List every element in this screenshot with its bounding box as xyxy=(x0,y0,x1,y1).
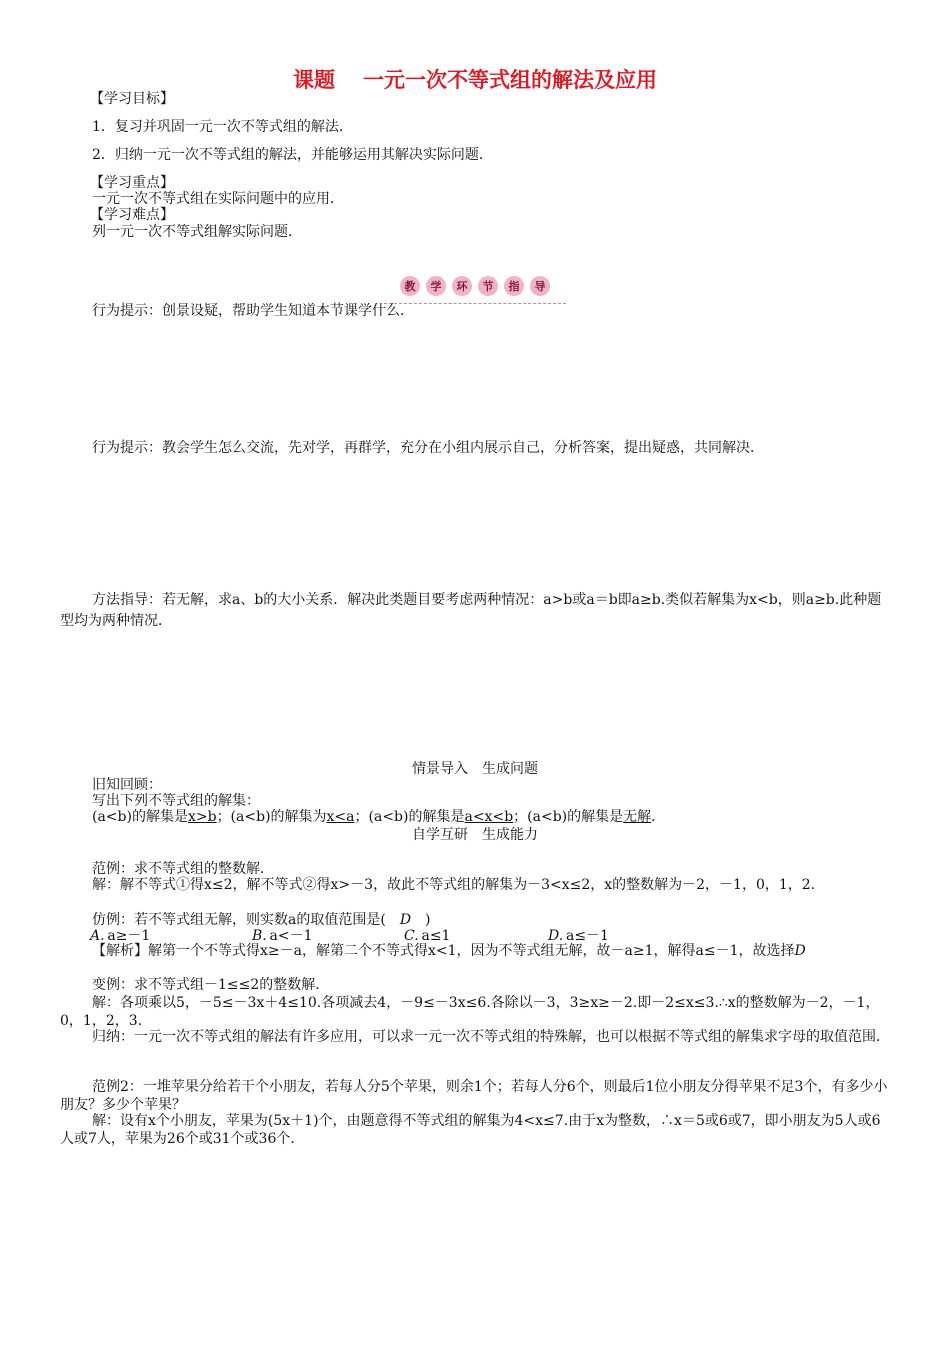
review-prompt: 写出下列不等式组的解集： xyxy=(92,793,260,809)
answer-blank: x<a xyxy=(326,809,355,825)
title-main: 一元一次不等式组的解法及应用 xyxy=(363,68,657,92)
objective-item-2: 2．归纳一元一次不等式组的解法，并能够运用其解决实际问题． xyxy=(92,147,493,163)
difficulty-heading: 【学习难点】 xyxy=(90,207,174,223)
banner-char: 指 xyxy=(504,276,524,296)
example-2: 范例2：一堆苹果分给若干个小朋友，若每人分5个苹果，则余1个；若每人分6个，则最后1位小朋友分得苹果不足3个，有多少小朋友？多少个苹果？ xyxy=(60,1079,888,1113)
answer-blank: 无解 xyxy=(623,809,652,825)
example-1: 范例：求不等式组的整数解． xyxy=(92,861,274,877)
method-guide: 方法指导：若无解，求a、b的大小关系．解决此类题目要考虑两种情况：a>b或a＝b即a≥b.类似若解集为x<b，则a≥b.此种题型均为两种情况． xyxy=(60,592,882,629)
answer-blank: a<x<b xyxy=(464,809,514,825)
page-title xyxy=(0,64,950,94)
banner-char: 导 xyxy=(530,276,550,296)
analysis: 【解析】解第一个不等式得x≥－a，解第二个不等式得x<1，因为不等式组无解，故－a≥1，解得a≤－1，故选择D xyxy=(92,943,806,959)
banner-char: 节 xyxy=(478,276,498,296)
solution-1: 解：解不等式①得x≤2，解不等式②得x>－3，故此不等式组的解集为－3<x≤2，x的整数解为－2，－1，0，1，2. xyxy=(92,877,816,893)
difficulty-text: 列一元一次不等式组解实际问题． xyxy=(92,224,302,240)
option-d: D. a≤－1 xyxy=(548,928,609,944)
section-heading-self-study: 自学互研 生成能力 xyxy=(412,827,538,843)
variant-solution: 解：各项乘以5，－5≤－3x＋4≤10.各项减去4，－9≤－3x≤6.各除以－3，3≥x≥－2.即－2≤x≤3.∴x的整数解为－2，－1，0，1，2，3. xyxy=(60,995,880,1029)
banner-char: 环 xyxy=(452,276,472,296)
section-heading-intro: 情景导入 生成问题 xyxy=(412,761,538,777)
objective-item-1: 1．复习并巩固一元一次不等式组的解法． xyxy=(92,119,353,135)
answer-blank: x>b xyxy=(187,809,217,825)
banner-char: 教 xyxy=(400,276,420,296)
key-point-heading: 【学习重点】 xyxy=(90,175,174,191)
banner-char: 学 xyxy=(426,276,446,296)
solution-2: 解：设有x个小朋友，苹果为(5x＋1)个，由题意得不等式组的解集为4<x≤7.由于x为整数，∴x＝5或6或7，即小朋友为5人或6人或7人，苹果为26个或31个或36个． xyxy=(60,1113,881,1147)
option-a: A. a≥－1 xyxy=(90,928,151,944)
imitate-answer: D xyxy=(399,912,412,928)
review-label: 旧知回顾： xyxy=(92,777,162,793)
option-b: B. a<－1 xyxy=(252,928,313,944)
guidance-banner xyxy=(0,276,950,304)
key-point-text: 一元一次不等式组在实际问题中的应用． xyxy=(92,191,344,207)
summary: 归纳：一元一次不等式组的解法有许多应用，可以求一元一次不等式组的特殊解，也可以根据不等式组的解集求字母的取值范围． xyxy=(92,1029,890,1045)
review-answers: (a<b)的解集是x>b；(a<b)的解集为x<a；(a<b)的解集是a<x<b；(a<b)的解集是无解． xyxy=(92,809,666,825)
behavior-hint-2: 行为提示：教会学生怎么交流，先对学，再群学，充分在小组内展示自己，分析答案，提出疑惑，共同解决． xyxy=(92,440,764,456)
title-prefix: 课题 xyxy=(293,68,335,92)
objectives-heading: 【学习目标】 xyxy=(90,91,174,107)
option-c: C. a≤1 xyxy=(404,928,451,944)
variant-example: 变例：求不等式组－1≤≤2的整数解． xyxy=(92,977,330,993)
behavior-hint-1: 行为提示：创景设疑，帮助学生知道本节课学什么． xyxy=(92,303,414,319)
imitate-question: 仿例：若不等式组无解，则实数a的取值范围是( D ) xyxy=(92,912,431,928)
